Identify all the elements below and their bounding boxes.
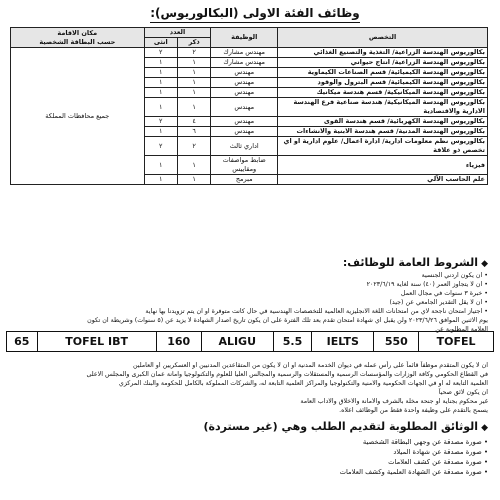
cell-job: ضابط مواصفات ومقاييس <box>211 156 278 175</box>
cell-female: ٢ <box>144 137 177 156</box>
header-male: ذكر <box>177 38 210 48</box>
header-residence-label: مكان الاقامة <box>57 28 98 37</box>
cell-female: ١ <box>144 58 177 68</box>
general-conditions-title: الشروط العامة للوظائف: <box>342 256 479 269</box>
documents-list <box>10 437 488 477</box>
cell-female: ١ <box>144 98 177 117</box>
list-item: العلمية التابعة له او في الجهات الحكومية والامنية والتكنولوجيا والمراكز العلمية التابعة له، والشركات المملوكة بالكامل للحكومة والبنك المركزي <box>118 380 488 387</box>
list-item: • ان لا يتجاوز العمر (٤٠) سنة لغاية ٢٠٢٣/٦/١٩ <box>366 281 488 288</box>
cell-job: مهندس مشارك <box>211 48 278 58</box>
section-title-jobs: وظائف الفئة الاولى (البكالوريوس): <box>150 6 360 20</box>
cell-female: ٢ <box>144 117 177 127</box>
list-item: • صورة مصدقة عن وجهي البطاقة الشخصية <box>362 438 488 446</box>
cell-female: ١ <box>144 127 177 137</box>
list-item: • صورة مصدقة عن الشهادة العلمية وكشف العلامات <box>339 468 488 476</box>
score-value: 550 <box>374 332 419 352</box>
score-label: IELTS <box>312 332 374 352</box>
score-value: 160 <box>156 332 201 352</box>
header-residence <box>11 28 145 48</box>
cell-specialty: بكالوريوس نظم معلومات ادارية/ ادارة اعمال/ علوم ادارية او اي تخصص ذو علاقة <box>278 137 488 156</box>
cell-job: مهندس <box>211 88 278 98</box>
cell-female: ١ <box>144 78 177 88</box>
list-item: ان يكون لائق صحياً <box>438 389 488 396</box>
cell-male: ٤ <box>177 117 210 127</box>
header-count: العدد <box>144 28 211 38</box>
bullet-icon: ◆ <box>481 259 488 269</box>
header-female: انثى <box>144 38 177 48</box>
cell-female: ١ <box>144 68 177 78</box>
cell-job: مهندس <box>211 78 278 88</box>
cell-male: ٢ <box>177 137 210 156</box>
scores-row <box>7 332 494 352</box>
list-item: يوم الاثنين الموافق ٢٠٢٣/٦/٢٦ ولن يقبل اي شهادة امتحان تقدم بعد تلك الفترة على ان يكون تاريخ اصدار الشهادة لا يزيد عن (٥ سنوات) وشريطة ان تكون <box>87 317 488 324</box>
cell-residence: جميع محافظات المملكة <box>11 48 145 185</box>
list-item: في القطاع الحكومي وكافة الوزارات والمؤسسات الرسمية والمستقلات والرسمية والمجالس العليا للعلوم والتكنولوجيا وامانة عمان الكبرى والمجلس الاعلى <box>86 371 488 378</box>
bullet-icon: ◆ <box>481 423 488 433</box>
cell-job: مهندس مشارك <box>211 58 278 68</box>
list-item: • صورة مصدقة عن شهادة الميلاد <box>393 448 488 456</box>
header-job: الوظيفة <box>211 28 278 48</box>
header-residence-sub: حسب البطاقة الشخصية <box>39 37 116 46</box>
section-title-documents <box>203 420 488 433</box>
cell-specialty: بكالوريوس الهندسة الكيميائية/ قسم البترول والوقود <box>278 78 488 88</box>
cell-male: ١ <box>177 68 210 78</box>
cell-specialty: بكالوريوس الهندسة الكهربائية/ قسم هندسة القوى <box>278 117 488 127</box>
cell-male: ١ <box>177 175 210 185</box>
cell-job: مهندس <box>211 117 278 127</box>
cell-male: ١ <box>177 98 210 117</box>
header-specialty: التخصص <box>278 28 488 48</box>
score-label: TOFEL IBT <box>37 332 156 352</box>
language-scores-table <box>6 331 494 352</box>
cell-specialty: فيزياء <box>278 156 488 175</box>
table-row <box>11 48 488 58</box>
cell-specialty: بكالوريوس الهندسة الميكانيكية/ هندسة صناعية فرع الهندسة الادارية والاقتصادية <box>278 98 488 117</box>
list-item: • ان لا يقل التقدير الجامعي عن (جيد) <box>389 299 488 306</box>
list-item: • خبرة ٣ سنوات في مجال العمل <box>400 290 488 297</box>
cell-female: ٢ <box>144 48 177 58</box>
table-header-row <box>11 28 488 38</box>
cell-specialty: بكالوريوس الهندسة الزراعية/ انتاج حيواني <box>278 58 488 68</box>
score-label: TOFEL <box>419 332 494 352</box>
list-item: • صورة مصدقة عن كشف العلامات <box>388 458 488 466</box>
cell-male: ١ <box>177 156 210 175</box>
cell-specialty: بكالوريوس الهندسة الزراعية/ التغذية والتصنيع الغذائي <box>278 48 488 58</box>
cell-job: مهندس <box>211 98 278 117</box>
cell-male: ٢ <box>177 48 210 58</box>
cell-female: ١ <box>144 156 177 175</box>
list-item: غير محكوم بجناية او جنحة مخلة بالشرف والامانة والاخلاق والاداب العامة <box>300 398 488 405</box>
cell-male: ٦ <box>177 127 210 137</box>
score-value: 5.5 <box>273 332 311 352</box>
cell-specialty: بكالوريوس الهندسة المدنية/ قسم هندسة الابنية والانشاءات <box>278 127 488 137</box>
score-value: 65 <box>7 332 38 352</box>
list-item: • ان يكون اردني الجنسية <box>421 272 488 279</box>
cell-job: مهندس <box>211 68 278 78</box>
list-item: ان لا يكون المتقدم موظفاً قائماً على رأس عمله في ديوان الخدمة المدنية او ان لا يكون من المتقاعدين المدنيين او العسكريين او العاملين <box>133 362 488 369</box>
list-item: العلامة المطلوبة عن <box>435 326 488 333</box>
cell-male: ١ <box>177 78 210 88</box>
jobs-table <box>10 27 488 185</box>
notes-list <box>4 361 488 415</box>
section-title-general-conditions <box>343 256 488 269</box>
cell-female: ١ <box>144 88 177 98</box>
cell-specialty: بكالوريوس الهندسة الميكانيكية/ قسم هندسة ميكانيك <box>278 88 488 98</box>
list-item: يسمح بالتقدم على وظيفة واحدة فقط من الوظائف اعلاه. <box>339 407 488 414</box>
cell-job: مبرمج <box>211 175 278 185</box>
cell-female: ١ <box>144 175 177 185</box>
general-conditions-list <box>10 271 488 334</box>
list-item: • اجتياز امتحان ناجحة لاي من امتحانات اللغة الانجليزية العالمية للتخصصات الهندسية في حال كانت متوفرة او ان يتم تزويدنا بها نهاية <box>145 308 488 315</box>
cell-specialty: بكالوريوس الهندسة الكيميائية/ قسم الصناعات الكيماوية <box>278 68 488 78</box>
cell-male: ١ <box>177 88 210 98</box>
cell-male: ١ <box>177 58 210 68</box>
documents-title: الوثائق المطلوبة لتقديم الطلب وهي (غير مستردة) <box>203 420 479 433</box>
cell-specialty: علم الحاسب الآلي <box>278 175 488 185</box>
score-label: ALIGU <box>201 332 273 352</box>
cell-job: اداري ثالث <box>211 137 278 156</box>
cell-job: مهندس <box>211 127 278 137</box>
